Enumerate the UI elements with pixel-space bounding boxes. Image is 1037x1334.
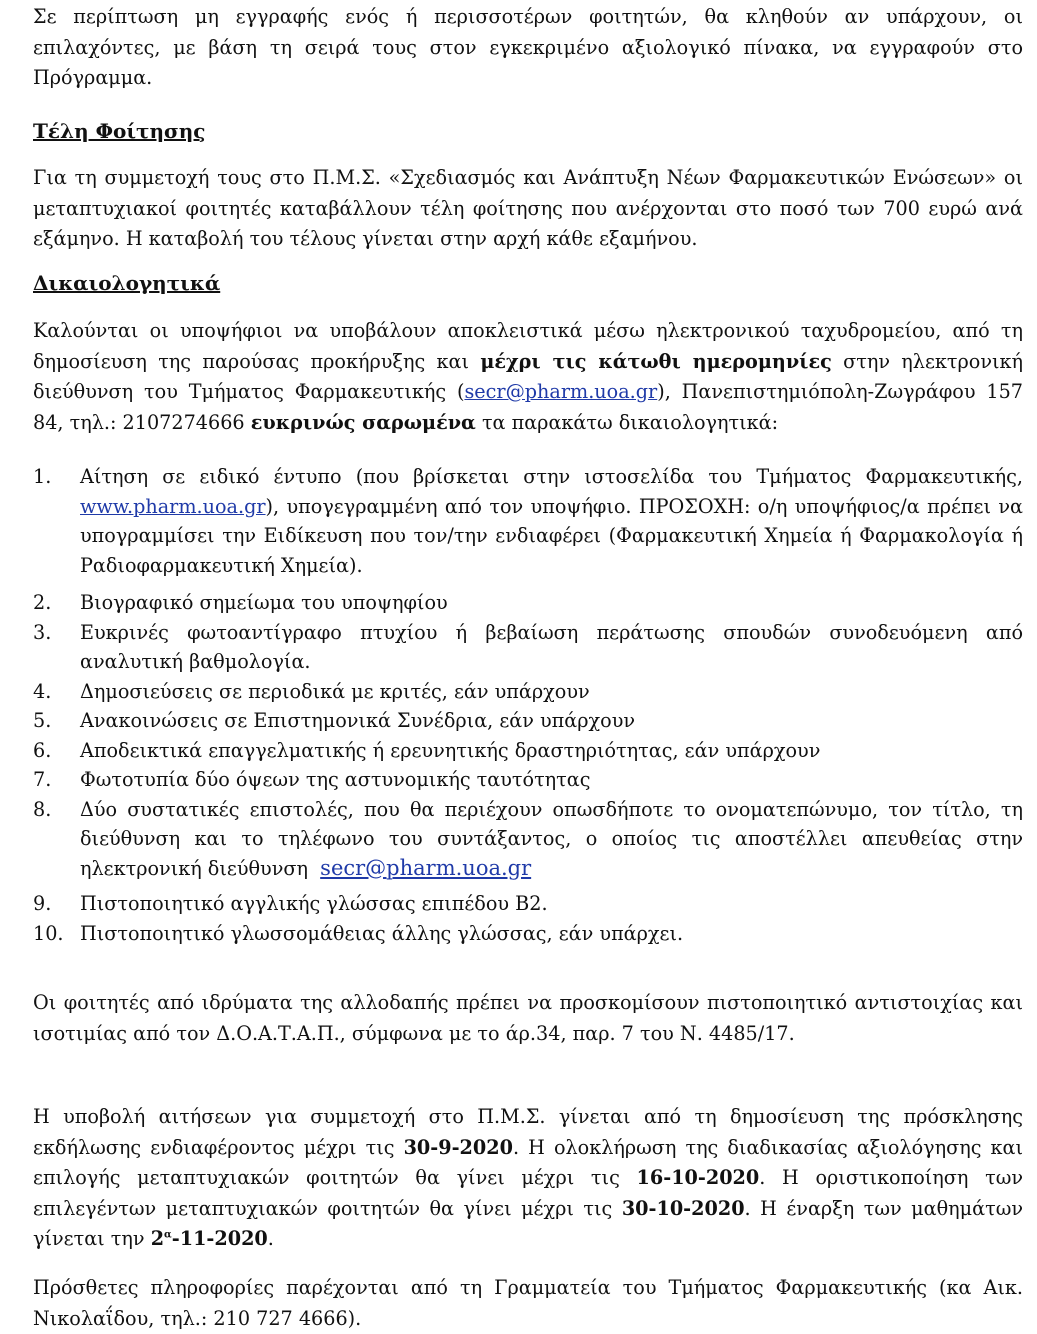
list-item-number: 7. — [33, 768, 52, 791]
documents-heading: Δικαιολογητικά — [33, 271, 221, 295]
list-item-text: Βιογραφικό σημείωμα του υποψηφίου — [80, 591, 448, 614]
schedule-text-4: . Η έναρξη των μαθημάτων γίνεται την — [33, 1196, 1024, 1251]
list-item — [33, 677, 1023, 707]
info-paragraph: Πρόσθετες πληροφορίες παρέχονται από τη Γραμματεία του Τμήματος Φαρμακευτικής (κα Αικ. Νικολαΐδου, τηλ.: 210 727 4666). — [33, 1276, 1023, 1330]
list-item-number: 10. — [33, 921, 64, 945]
list-item — [33, 618, 1023, 677]
list-item-number: 2. — [33, 591, 52, 614]
schedule-text-1: Η υποβολή αιτήσεων για συμμετοχή στο Π.Μ.Σ. γίνεται από τη δημοσίευση της πρόσκλησης εκδήλωσης ενδιαφέροντος μέχρι τις — [33, 1105, 1023, 1159]
list-item-number: 6. — [33, 738, 52, 762]
secretariat-email-link[interactable]: secr@pharm.uoa.gr — [464, 380, 658, 404]
list-item-text: Δημοσιεύσεις σε περιοδικά με κριτές, εάν υπάρχουν — [80, 679, 590, 703]
list-item — [33, 889, 1023, 919]
list-item-number: 9. — [33, 892, 52, 915]
list-item — [33, 795, 1023, 884]
list-item — [33, 736, 1023, 766]
documents-intro-text: Καλούνται οι υποψήφιοι να υποβάλουν αποκλειστικά μέσω ηλεκτρονικού ταχυδρομείου, από τη δημοσίευση της παρούσας προκήρυξης και — [33, 319, 1023, 373]
list-item — [33, 588, 1023, 618]
scanned-emphasis: ευκρινώς σαρωμένα — [250, 410, 476, 434]
list-item — [33, 462, 1023, 580]
recommendation-email-link[interactable]: secr@pharm.uoa.gr — [320, 855, 532, 880]
start-date-rest: -11-2020 — [171, 1227, 268, 1251]
deadline-date-3: 30-10-2020 — [621, 1196, 745, 1220]
list-item-text: Πιστοποιητικό αγγλικής γλώσσας επιπέδου Β2. — [80, 892, 548, 915]
list-item-number: 4. — [33, 679, 52, 703]
documents-list — [33, 462, 1023, 948]
website-link[interactable]: www.pharm.uoa.gr — [80, 494, 266, 518]
intro-paragraph: Σε περίπτωση μη εγγραφής ενός ή περισσοτέρων φοιτητών, θα κληθούν αν υπάρχουν, οι επιλαχόντες, με βάση τη σειρά τους στον εγκεκριμένο αξιολογικό πίνακα, να εγγραφούν στο Πρόγραμμα. — [33, 5, 1023, 90]
list-item-text: Ευκρινές φωτοαντίγραφο πτυχίου ή βεβαίωση περάτωσης σπουδών συνοδευόμενη από αναλυτική βαθμολογία. — [80, 620, 1023, 673]
start-date-day: 2 — [150, 1227, 165, 1251]
list-item-text: Φωτοτυπία δύο όψεων της αστυνομικής ταυτότητας — [80, 768, 591, 791]
schedule-text-2: . Η ολοκλήρωση της διαδικασίας αξιολόγησης και επιλογής μεταπτυχιακών φοιτητών θα γίνει μέχρι τις — [33, 1135, 1023, 1190]
deadline-date-1: 30-9-2020 — [403, 1135, 513, 1159]
documents-intro-text-4: τα παρακάτω δικαιολογητικά: — [481, 410, 779, 434]
fees-paragraph: Για τη συμμετοχή τους στο Π.Μ.Σ. «Σχεδιασμός και Ανάπτυξη Νέων Φαρμακευτικών Ενώσεων» οι μεταπτυχιακοί φοιτητές καταβάλλουν τέλη φοίτησης που ανέρχονται στο ποσό των 700 ευρώ ανά εξάμηνο. Η καταβολή του τέλους γίνεται στην αρχή κάθε εξαμήνου. — [33, 166, 1023, 251]
deadline-date-2: 16-10-2020 — [636, 1166, 760, 1190]
list-item — [33, 706, 1023, 736]
documents-intro-text-2: στην ηλεκτρονική διεύθυνση του Τμήματος Φαρμακευτικής ( — [33, 349, 1023, 404]
start-date — [151, 1227, 268, 1250]
list-item-number: 3. — [33, 620, 52, 644]
list-item-text-2: ), υπογεγραμμένη από τον υποψήφιο. ΠΡΟΣΟΧΗ: ο/η υποψήφιος/α πρέπει να υπογραμμίσει την Ειδίκευση που τον/την ενδιαφέρει (Φαρμακευτική Χημεία ή Φαρμακολογία ή Ραδιοφαρμακευτική Χημεία). — [80, 494, 1023, 577]
schedule-paragraph — [33, 1102, 1023, 1255]
list-item-text: Αποδεικτικά επαγγελματικής ή ερευνητικής δραστηριότητας, εάν υπάρχουν — [80, 738, 821, 762]
schedule-text-5: . — [267, 1227, 274, 1251]
list-item-number: 8. — [33, 797, 52, 821]
fees-heading: Τέλη Φοίτησης — [33, 119, 206, 143]
documents-intro-paragraph — [33, 316, 1023, 438]
foreign-students-paragraph: Οι φοιτητές από ιδρύματα της αλλοδαπής πρέπει να προσκομίσουν πιστοποιητικό αντιστοιχίας και ισοτιμίας από τον Δ.Ο.Α.Τ.Α.Π., σύμφωνα με το άρ.34, παρ. 7 του Ν. 4485/17. — [33, 991, 1023, 1045]
list-item — [33, 919, 1023, 949]
list-item-text: Πιστοποιητικό γλωσσομάθειας άλλης γλώσσας, εάν υπάρχει. — [80, 921, 684, 945]
list-item — [33, 765, 1023, 795]
list-item-text: Ανακοινώσεις σε Επιστημονικά Συνέδρια, εάν υπάρχουν — [80, 709, 636, 732]
list-item-number: 5. — [33, 709, 52, 732]
documents-intro-text-3: ), Πανεπιστημιόπολη-Ζωγράφου 157 84, τηλ.: 2107274666 — [33, 380, 1023, 434]
deadline-emphasis: μέχρι τις κάτωθι ημερομηνίες — [480, 349, 832, 373]
list-item-text: Αίτηση σε ειδικό έντυπο (που βρίσκεται στην ιστοσελίδα του Τμήματος Φαρμακευτικής, — [80, 465, 1023, 488]
list-item-text: Δύο συστατικές επιστολές, που θα περιέχουν οπωσδήποτε το ονοματεπώνυμο, τον τίτλο, τη διεύθυνση και το τηλέφωνο του συντάξαντος, ο οποίος τις αποστέλλει απευθείας στην ηλεκτρονική διεύθυνση — [80, 797, 1023, 880]
schedule-text-3: . Η οριστικοποίηση των επιλεγέντων μεταπτυχιακών φοιτητών θα γίνει μέχρι τις — [33, 1166, 1024, 1220]
start-date-ordinal: α — [164, 1229, 172, 1241]
list-item-number: 1. — [33, 465, 52, 488]
